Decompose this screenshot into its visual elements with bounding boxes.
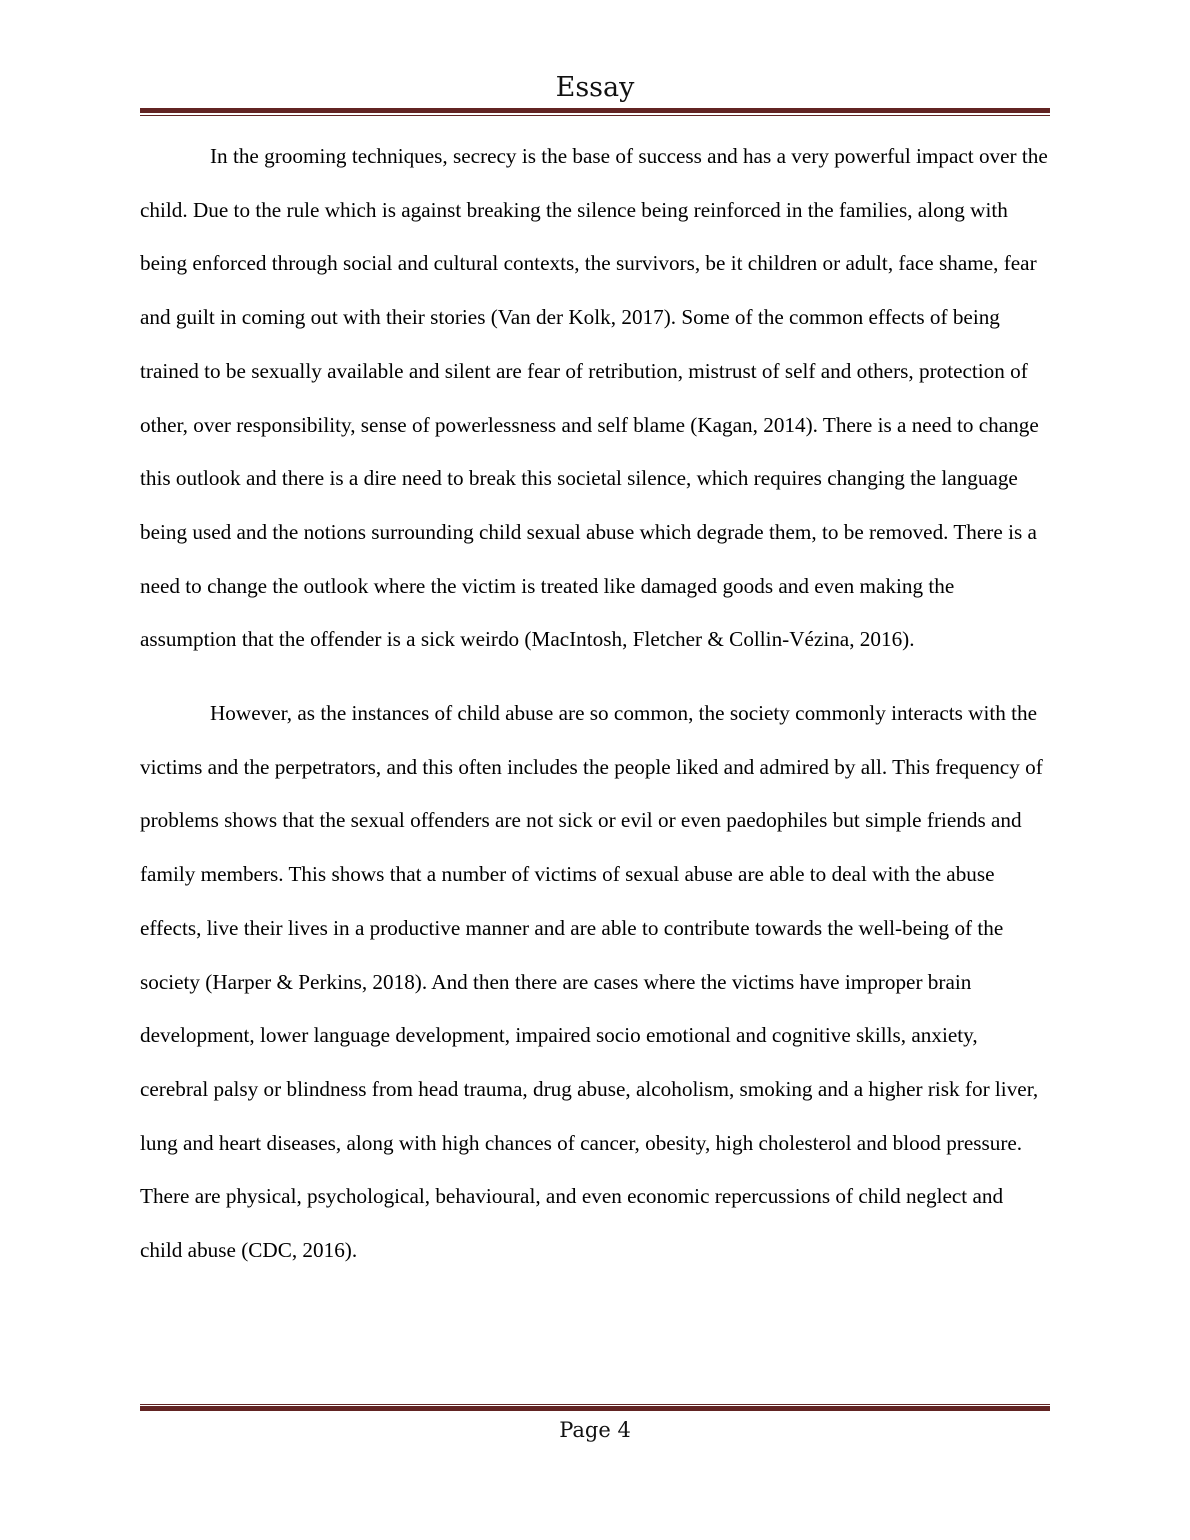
- page-number: Page 4: [559, 1418, 631, 1442]
- paragraph-1: In the grooming techniques, secrecy is the base of success and has a very powerful impact over the child. Due to the rule which is against breaking the silence being reinforced in the families, along with being enforced through social and cultural contexts, the survivors, be it children or adult, face shame, fear and guilt in coming out with their stories (Van der Kolk, 2017). Some of the common effects of being trained to be sexually available and silent are fear of retribution, mistrust of self and others, protection of other, over responsibility, sense of powerlessness and self blame (Kagan, 2014). There is a need to change this outlook and there is a dire need to break this societal silence, which requires changing the language being used and the notions surrounding child sexual abuse which degrade them, to be removed. There is a need to change the outlook where the victim is treated like damaged goods and even making the assumption that the offender is a sick weirdo (MacIntosh, Fletcher & Collin-Vézina, 2016).: [140, 144, 1048, 652]
- header-rule-thin: [140, 115, 1050, 116]
- header-rule-thick: [140, 108, 1050, 113]
- footer-rule-thick: [140, 1406, 1050, 1411]
- essay-body: [140, 130, 1050, 1278]
- header-title: Essay: [555, 72, 635, 103]
- footer-rule-thin: [140, 1404, 1050, 1405]
- paragraph-2: However, as the instances of child abuse are so common, the society commonly interacts with the victims and the perpetrators, and this often includes the people liked and admired by all. This frequency of problems shows that the sexual offenders are not sick or evil or even paedophiles but simple friends and family members. This shows that a number of victims of sexual abuse are able to deal with the abuse effects, live their lives in a productive manner and are able to contribute towards the well-being of the society (Harper & Perkins, 2018). And then there are cases where the victims have improper brain development, lower language development, impaired socio emotional and cognitive skills, anxiety, cerebral palsy or blindness from head trauma, drug abuse, alcoholism, smoking and a higher risk for liver, lung and heart diseases, along with high chances of cancer, obesity, high cholesterol and blood pressure. There are physical, psychological, behavioural, and even economic repercussions of child neglect and child abuse (CDC, 2016).: [140, 701, 1043, 1263]
